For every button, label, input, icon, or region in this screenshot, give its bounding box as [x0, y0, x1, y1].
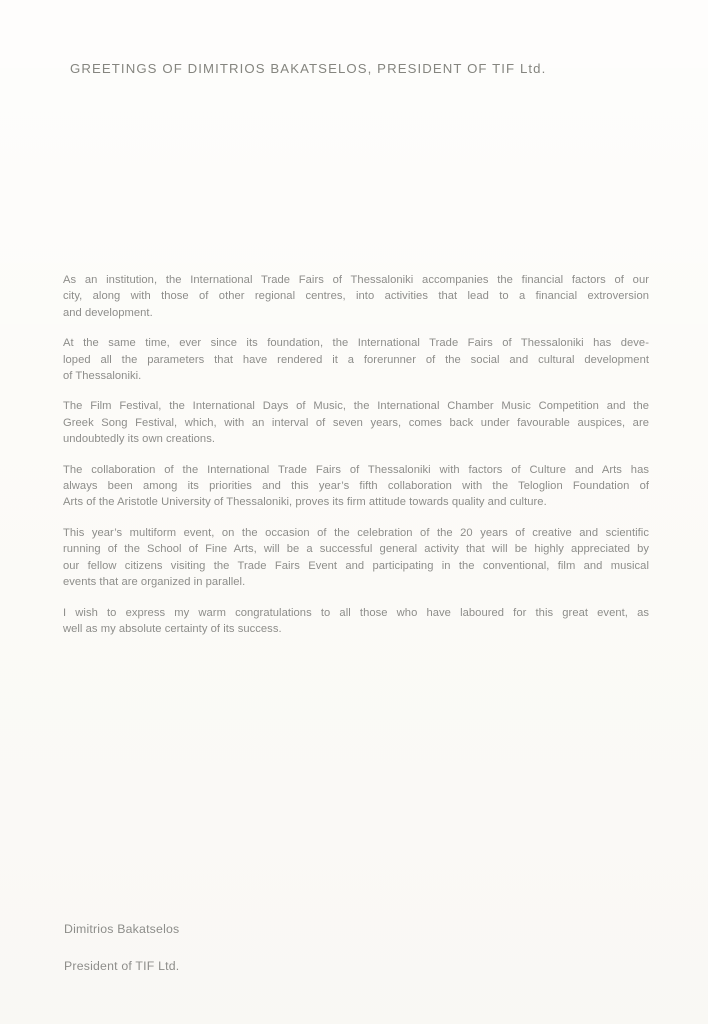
paragraph-2 [63, 335, 649, 384]
paragraph-5 [63, 525, 649, 591]
paragraph-6 [63, 605, 649, 638]
paragraph-1 [63, 272, 649, 321]
paragraph-4-line-1: The collaboration of the International Trade Fairs of Thessaloniki with factors of Culture and Arts has [63, 463, 649, 476]
paragraph-2-line-1: At the same time, ever since its foundation, the International Trade Fairs of Thessaloniki has deve- [63, 337, 649, 350]
signature-role: President of TIF Ltd. [64, 959, 180, 973]
paragraph-5-line-3: our fellow citizens visiting the Trade Fairs Event and participating in the conventional, film and musical [63, 559, 649, 572]
paragraph-1-line-1: As an institution, the International Trade Fairs of Thessaloniki accompanies the financial factors of our [63, 274, 649, 286]
paragraph-2-line-3: of Thessaloniki. [63, 370, 142, 383]
paragraph-5-line-2: running of the School of Fine Arts, will be a successful general activity that will be highly appreciated by [63, 543, 649, 556]
body-text [63, 272, 649, 651]
paragraph-4-line-3: Arts of the Aristotle University of Thessaloniki, proves its firm attitude towards quality and culture. [63, 496, 547, 509]
paragraph-3-line-2: Greek Song Festival, which, with an interval of seven years, comes back under favourable auspices, are [63, 416, 649, 429]
signature-block [64, 921, 179, 974]
paragraph-4 [63, 462, 649, 511]
paragraph-2-line-2: loped all the parameters that have rendered it a forerunner of the social and cultural development [63, 353, 649, 366]
paragraph-3 [63, 398, 649, 447]
paragraph-6-line-2: well as my absolute certainty of its success. [63, 622, 282, 635]
paragraph-6-line-1: I wish to express my warm congratulations to all those who have laboured for this great event, as [63, 606, 649, 619]
paragraph-5-line-1: This year’s multiform event, on the occasion of the celebration of the 20 years of creative and scientific [63, 526, 649, 539]
paragraph-1-line-3: and development. [63, 306, 153, 319]
paragraph-1-line-2: city, along with those of other regional centres, into activities that lead to a financial extroversion [63, 290, 649, 303]
paragraph-4-line-2: always been among its priorities and this year’s fifth collaboration with the Teloglion Foundation of [63, 480, 649, 493]
page-title: GREETINGS OF DIMITRIOS BAKATSELOS, PRESIDENT OF TIF Ltd. [70, 61, 547, 76]
paragraph-3-line-3: undoubtedly its own creations. [63, 433, 216, 446]
paragraph-5-line-4: events that are organized in parallel. [63, 576, 246, 589]
paragraph-3-line-1: The Film Festival, the International Days of Music, the International Chamber Music Competition and the [63, 400, 649, 413]
signature-name: Dimitrios Bakatselos [64, 922, 180, 936]
